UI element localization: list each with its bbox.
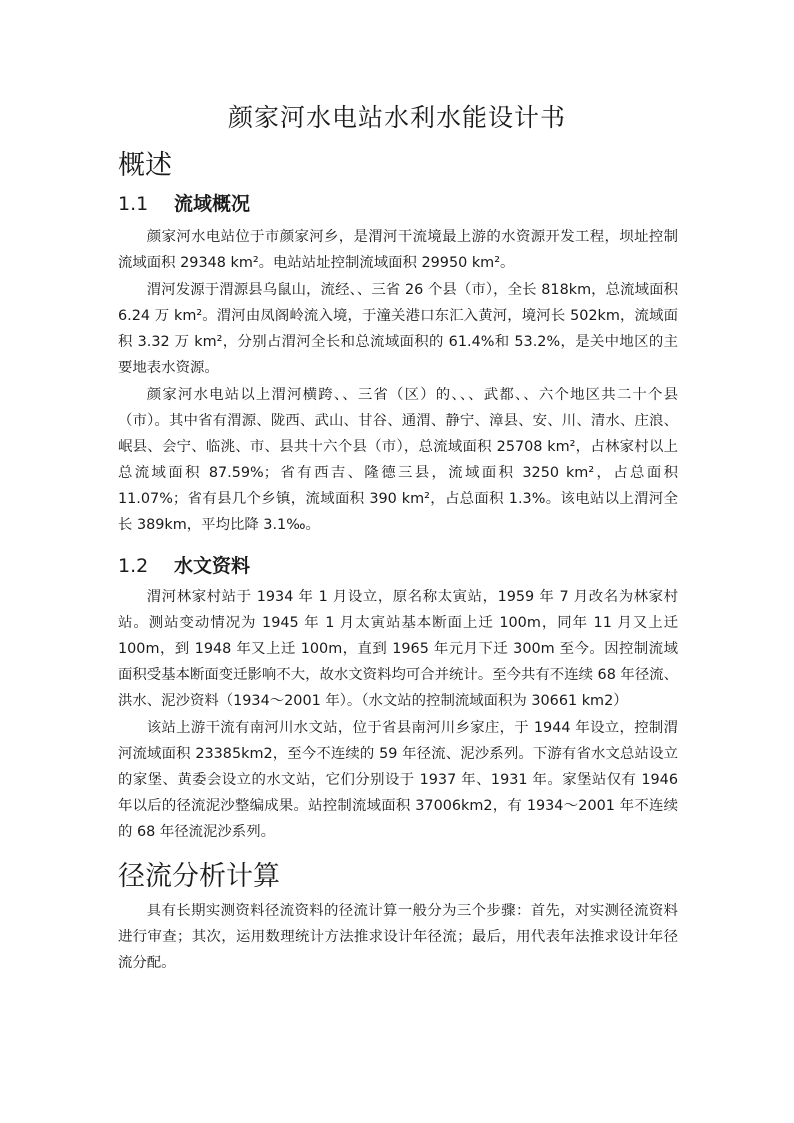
chapter-heading-runoff-analysis: 径流分析计算 (118, 861, 280, 892)
section-title: 水文资料 (174, 555, 251, 577)
paragraph: 渭河林家村站于 1934 年 1 月设立，原名称太寅站，1959 年 7 月改名为林家村站。测站变动情况为 1945 年 1 月太寅站基本断面上迁 100m，同年 11 月又上迁 100m，到 1948 年又上迁 100m，直到 1965 年元月下迁 300m 至今。因控制流域面积受基本断面变迁影响不大，故水文资料均可合并统计。至今共有不连续 68 年径流、洪水、泥沙资料（1934～2001 年）。（水文站的控制流域面积为 30661 km2） (118, 589, 678, 709)
document-title: 颜家河水电站水利水能设计书 (227, 103, 566, 132)
paragraph: 该站上游干流有南河川水文站，位于省县南河川乡家庄，于 1944 年设立，控制渭河流域面积 23385km2，至今不连续的 59 年径流、泥沙系列。下游有省水文总站设立的家堡、黄委会设立的水文站，它们分别设于 1937 年、1931 年。家堡站仅有 1946 年以后的径流泥沙整编成果。站控制流域面积 37006km2，有 1934～2001 年不连续的 68 年径流泥沙系列。 (118, 720, 678, 840)
section-title: 流域概况 (174, 193, 251, 215)
paragraph: 渭河发源于渭源县乌鼠山，流经、、三省 26 个县（市），全长 818km，总流域面积 6.24 万 km²。渭河由凤阁岭流入境，于潼关港口东汇入黄河，境河长 502km，流域面积 3.32 万 km²，分别占渭河全长和总流域面积的 61.4%和 53.2%，是关中地区的主要地表水资源。 (118, 282, 678, 376)
paragraph: 具有长期实测资料径流资料的径流计算一般分为三个步骤：首先，对实测径流资料进行审查；其次，运用数理统计方法推求设计年径流；最后，用代表年法推求设计年径流分配。 (118, 903, 678, 971)
chapter-heading-overview: 概述 (118, 150, 172, 181)
section-heading-hydrology (118, 551, 250, 578)
paragraph: 颜家河水电站位于市颜家河乡，是渭河干流境最上游的水资源开发工程，坝址控制流域面积 29348 km²。电站站址控制流域面积 29950 km²。 (118, 229, 678, 271)
paragraph: 颜家河水电站以上渭河横跨、、三省（区）的、、、武都、、六个地区共二十个县（市）。其中省有渭源、陇西、武山、甘谷、通渭、静宁、漳县、安、川、清水、庄浪、岷县、会宁、临洮、市、县共十六个县（市），总流域面积 25708 km²，占林家村以上总流域面积 87.59%；省有西吉、隆德三县，流域面积 3250 km²，占总面积 11.07%；省有县几个乡镇，流域面积 390 km²，占总面积 1.3%。该电站以上渭河全长 389km，平均比降 3.1‰。 (118, 387, 678, 533)
section-number: 1.2 (118, 555, 149, 577)
section-number: 1.1 (118, 193, 149, 215)
section-heading-watershed (118, 189, 250, 216)
